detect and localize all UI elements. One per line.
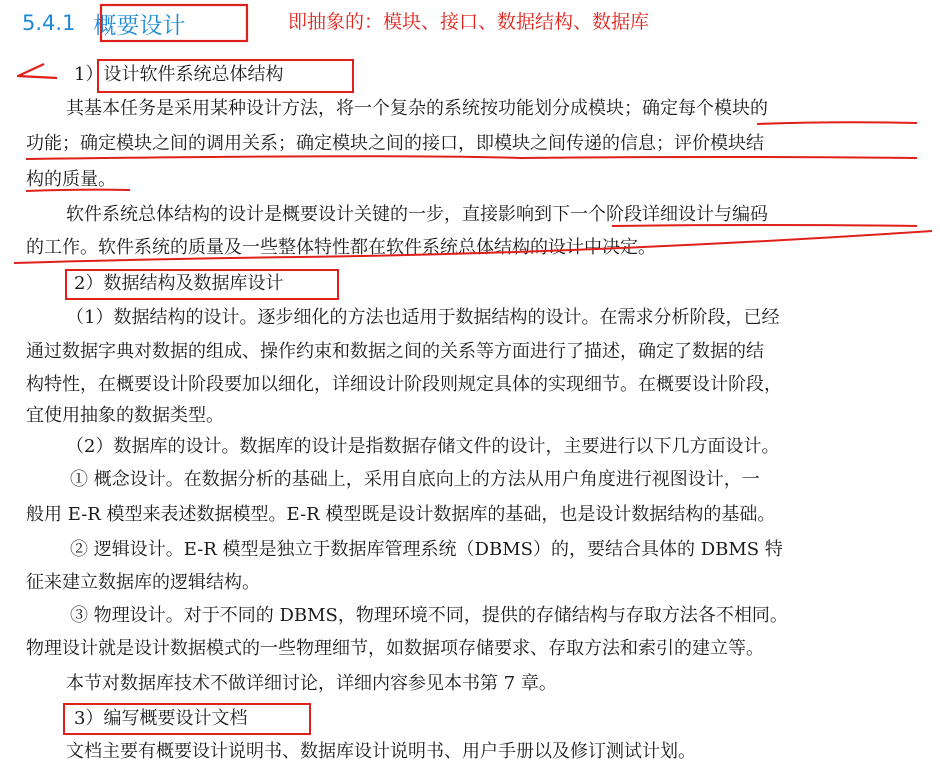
para-line: 软件系统总体结构的设计是概要设计关键的一步，直接影响到下一个阶段详细设计与编码 [66,204,768,225]
triangle-mark [18,64,57,78]
para-line: 功能；确定模块之间的调用关系；确定模块之间的接口，即模块之间传递的信息；评价模块结 [26,133,764,154]
para-line: 构特性，在概要设计阶段要加以细化，详细设计阶段则规定具体的实现细节。在概要设计阶段， [26,374,782,395]
subheading-3: 3）编写概要设计文档 [74,708,248,729]
para-line: （2）数据库的设计。数据库的设计是指数据存储文件的设计，主要进行以下几方面设计。 [66,436,780,457]
para-line: （1）数据结构的设计。逐步细化的方法也适用于数据结构的设计。在需求分析阶段，已经 [66,307,780,328]
section-title: 概要设计 [93,12,186,39]
para-line: 的工作。软件系统的质量及一些整体特性都在软件系统总体结构的设计中决定。 [26,237,656,258]
underline [26,156,917,159]
para-line: ① 概念设计。在数据分析的基础上，采用自底向上的方法从用户角度进行视图设计，一 [70,469,760,490]
para-line: 般用 E-R 模型来表述数据模型。E-R 模型既是设计数据库的基础，也是设计数据结构的基础。 [26,504,776,525]
para-line: 构的质量。 [26,169,116,190]
para-line: 文档主要有概要设计说明书、数据库设计说明书、用户手册以及修订测试计划。 [66,741,696,762]
section-number: 5.4.1 [22,11,76,35]
para-line: 征来建立数据库的逻辑结构。 [26,572,260,593]
subheading-1: 1）设计软件系统总体结构 [74,64,284,85]
para-line: 其基本任务是采用某种设计方法，将一个复杂的系统按功能划分成模块；确定每个模块的 [66,98,768,119]
para-line: ② 逻辑设计。E-R 模型是独立于数据库管理系统（DBMS）的，要结合具体的 DBMS 特 [70,539,783,560]
para-line: 物理设计就是设计数据模式的一些物理细节，如数据项存储要求、存取方法和索引的建立等。 [26,638,764,659]
para-line: 宜使用抽象的数据类型。 [26,405,224,426]
para-line: 本节对数据库技术不做详细讨论，详细内容参见本书第 7 章。 [66,673,557,694]
handwritten-annotation: 即抽象的：模块、接口、数据结构、数据库 [288,11,650,33]
para-line: ③ 物理设计。对于不同的 DBMS，物理环境不同，提供的存储结构与存取方法各不相同。 [70,605,788,626]
para-line: 通过数据字典对数据的组成、操作约束和数据之间的关系等方面进行了描述，确定了数据的结 [26,341,764,362]
section-heading [22,6,185,40]
subheading-2: 2）数据结构及数据库设计 [74,273,284,294]
underline [757,122,917,124]
